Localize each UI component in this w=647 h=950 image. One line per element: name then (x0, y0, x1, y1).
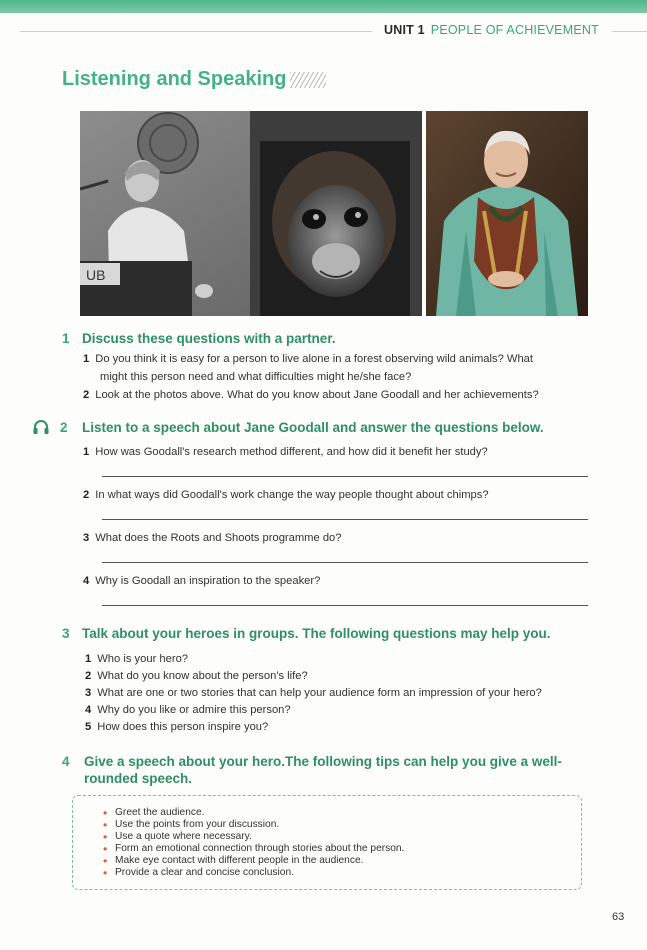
q2-item-1 (83, 446, 488, 458)
item-text: How does this person inspire you? (97, 721, 269, 733)
answer-line-2[interactable] (102, 519, 588, 520)
q4-heading-line-2: rounded speech. (84, 771, 193, 786)
unit-header (384, 23, 599, 37)
q2-item-3 (83, 532, 342, 544)
item-text: Why is Goodall an inspiration to the speaker? (95, 575, 321, 587)
item-number: 5 (85, 721, 92, 733)
header-rule (20, 31, 372, 32)
tip-item: • Provide a clear and concise conclusion. (115, 867, 294, 878)
header-rule-right (612, 31, 647, 32)
answer-line-4[interactable] (102, 605, 588, 606)
photo-goodall-portrait (426, 111, 588, 316)
item-text: How was Goodall's research method different, and how did it benefit her study? (95, 446, 488, 458)
item-number: 1 (85, 653, 92, 665)
tips-box (72, 795, 582, 890)
q4-heading-line-1: Give a speech about your hero.The following tips can help you give a well- (84, 754, 562, 769)
q1-item-2 (83, 389, 539, 401)
item-number: 2 (85, 670, 92, 682)
photo-goodall-podium (80, 111, 422, 316)
q2-number: 2 (60, 420, 68, 435)
item-text: Do you think it is easy for a person to live alone in a forest observing wild animals? What (95, 353, 534, 365)
item-number: 4 (85, 704, 92, 716)
q3-number: 3 (62, 626, 70, 641)
item-text: Look at the photos above. What do you know about Jane Goodall and her achievements? (95, 389, 539, 401)
top-color-band (0, 0, 647, 13)
item-number: 4 (83, 575, 90, 587)
page-number: 63 (612, 911, 625, 923)
tip-item: • Make eye contact with different people in the audience. (115, 855, 363, 866)
q1-item-1 (83, 353, 533, 365)
item-number: 3 (83, 532, 90, 544)
q3-item-3 (85, 687, 542, 699)
tip-item: • Greet the audience. (115, 807, 204, 818)
q1-number: 1 (62, 331, 70, 346)
item-number: 1 (83, 353, 90, 365)
item-text: In what ways did Goodall's work change the way people thought about chimps? (95, 489, 489, 501)
item-number: 2 (83, 489, 90, 501)
q2-item-2 (83, 489, 489, 501)
item-text: What do you know about the person's life? (97, 670, 308, 682)
q1-item-1-cont (100, 371, 411, 383)
q2-heading: Listen to a speech about Jane Goodall and answer the questions below. (82, 420, 544, 435)
item-text: Why do you like or admire this person? (97, 704, 291, 716)
item-number: 2 (83, 389, 90, 401)
podium-sign-text: UB (86, 267, 106, 283)
item-number: 3 (85, 687, 92, 699)
item-text: might this person need and what difficulties might he/she face? (100, 371, 412, 383)
answer-line-3[interactable] (102, 562, 588, 563)
item-text: Who is your hero? (97, 653, 189, 665)
unit-title: PEOPLE OF ACHIEVEMENT (430, 23, 599, 37)
headphones-icon (32, 419, 50, 435)
section-title: Listening and Speaking (62, 68, 287, 90)
title-hatch-decoration (290, 72, 326, 88)
item-text: What are one or two stories that can help your audience form an impression of your hero? (97, 687, 542, 699)
q3-item-1 (85, 653, 188, 665)
q3-item-2 (85, 670, 308, 682)
q3-heading: Talk about your heroes in groups. The following questions may help you. (82, 626, 551, 641)
tip-item: • Form an emotional connection through stories about the person. (115, 843, 404, 854)
q3-item-4 (85, 704, 291, 716)
tip-item: • Use a quote where necessary. (115, 831, 252, 842)
q2-item-4 (83, 575, 320, 587)
q1-heading: Discuss these questions with a partner. (82, 331, 336, 346)
item-number: 1 (83, 446, 90, 458)
item-text: What does the Roots and Shoots programme do? (95, 532, 342, 544)
unit-label: UNIT 1 (384, 23, 425, 37)
q3-item-5 (85, 721, 268, 733)
answer-line-1[interactable] (102, 476, 588, 477)
q4-number: 4 (62, 754, 70, 769)
tip-item: • Use the points from your discussion. (115, 819, 279, 830)
